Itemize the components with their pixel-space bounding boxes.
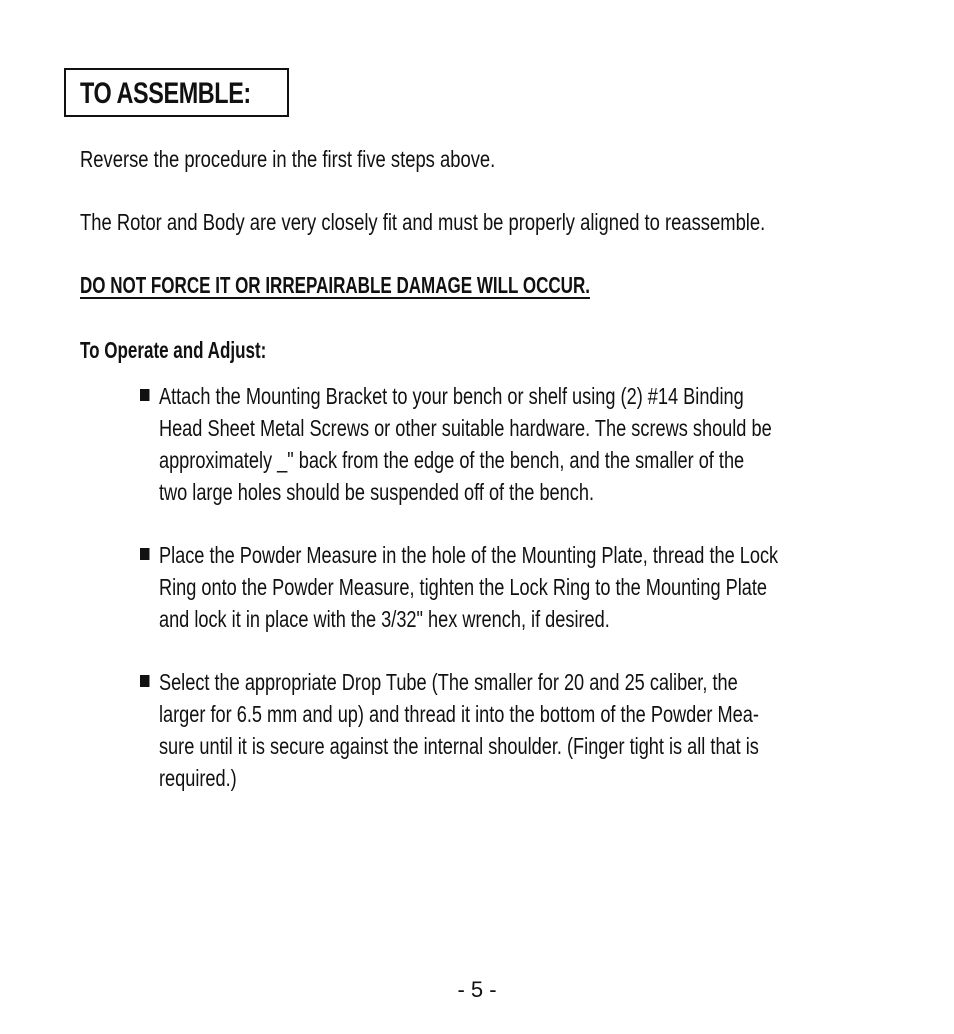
paragraph-alignment: The Rotor and Body are very closely fit and must be properly aligned to reassemble. <box>80 209 766 235</box>
bullet-line: and lock it in place with the 3/32" hex wrench, if desired. <box>158 606 610 632</box>
bullet-text <box>140 666 867 794</box>
bullet-line: two large holes should be suspended off of the bench. <box>158 479 595 505</box>
bullet-item <box>140 666 867 794</box>
bullet-line: approximately _" back from the edge of the bench, and the smaller of the <box>158 447 745 473</box>
square-bullet-icon <box>140 548 149 560</box>
bullet-item <box>140 539 867 635</box>
bullet-line: Head Sheet Metal Screws or other suitable hardware. The screws should be <box>158 415 772 441</box>
bullet-text <box>140 539 867 635</box>
page-number: - 5 - <box>457 977 497 1002</box>
subheading-operate-adjust: To Operate and Adjust: <box>80 337 267 363</box>
bullet-line: Select the appropriate Drop Tube (The smaller for 20 and 25 caliber, the <box>158 669 738 695</box>
bullet-line: Attach the Mounting Bracket to your bench or shelf using (2) #14 Binding <box>158 383 744 409</box>
bullet-item <box>140 380 867 508</box>
paragraph-reverse: Reverse the procedure in the first five steps above. <box>80 146 496 172</box>
bullet-line: required.) <box>158 765 237 791</box>
section-heading-box <box>64 68 289 117</box>
warning-text: DO NOT FORCE IT OR IRREPAIRABLE DAMAGE WILL OCCUR. <box>80 272 590 298</box>
bullet-line: Ring onto the Powder Measure, tighten the Lock Ring to the Mounting Plate <box>158 574 768 600</box>
section-heading: TO ASSEMBLE: <box>80 77 251 110</box>
bullet-text <box>140 380 867 508</box>
bullet-line: sure until it is secure against the internal shoulder. (Finger tight is all that is <box>158 733 759 759</box>
square-bullet-icon <box>140 389 149 401</box>
bullet-line: Place the Powder Measure in the hole of the Mounting Plate, thread the Lock <box>158 542 779 568</box>
square-bullet-icon <box>140 675 149 687</box>
bullet-line: larger for 6.5 mm and up) and thread it into the bottom of the Powder Mea- <box>158 701 759 727</box>
